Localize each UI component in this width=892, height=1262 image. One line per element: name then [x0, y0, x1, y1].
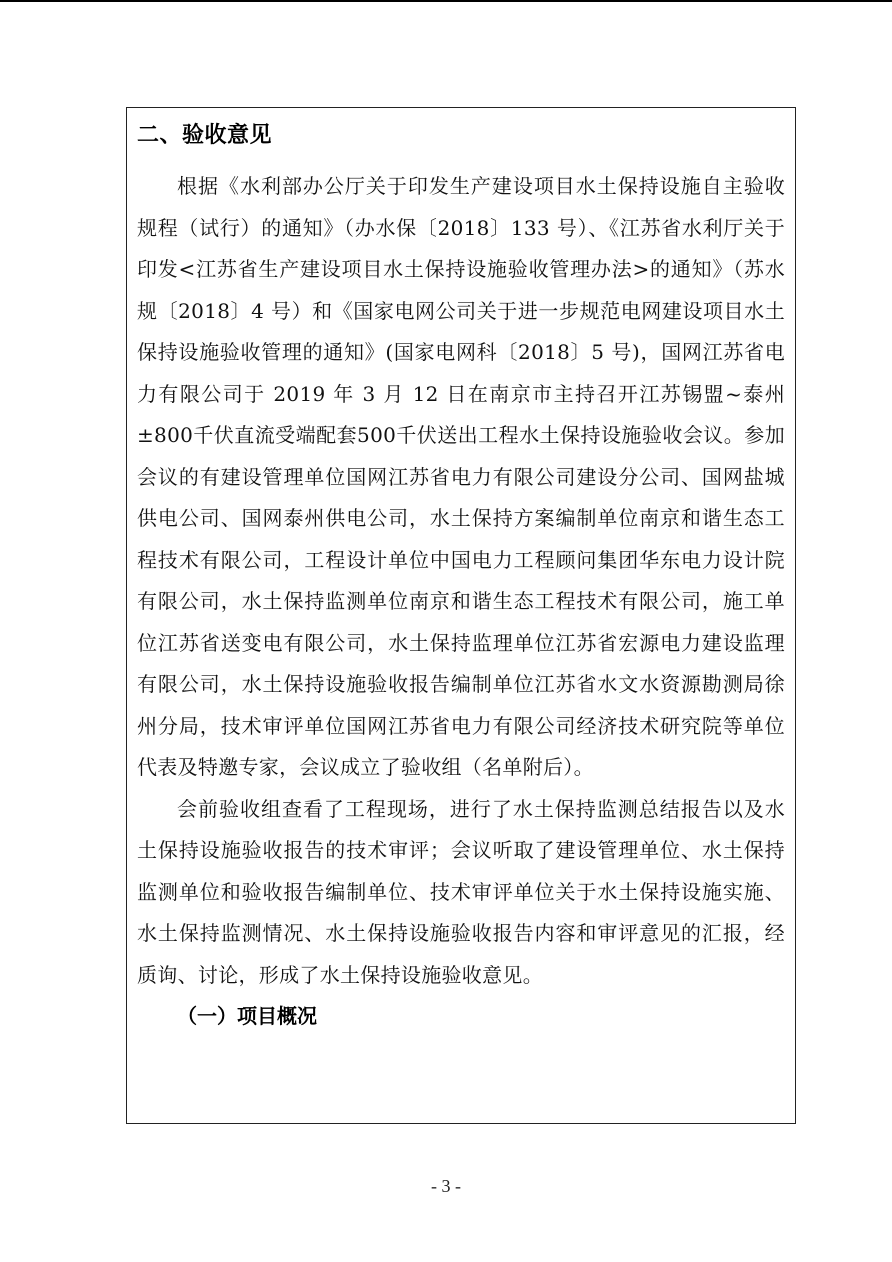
top-border-line — [0, 0, 892, 2]
paragraph-meeting-process: 会前验收组查看了工程现场，进行了水土保持监测总结报告以及水土保持设施验收报告的技术审评；会议听取了建设管理单位、水土保持监测单位和验收报告编制单位、技术审评单位关于水土保持设施实施、水土保持监测情况、水土保持设施验收报告内容和审评意见的汇报，经质询、讨论，形成了水土保持设施验收意见。 — [137, 796, 785, 987]
page-number: - 3 - — [431, 1176, 461, 1196]
paragraph-acceptance-basis: 根据《水利部办公厅关于印发生产建设项目水土保持设施自主验收规程（试行）的通知》（办水保〔2018〕133 号）、《江苏省水利厅关于印发<江苏省生产建设项目水土保持设施验收管理办法>的通知》（苏水规〔2018〕4 号）和《国家电网公司关于进一步规范电网建设项目水土保持设施验收管理的通知》(国家电网科〔2018〕5 号)，国网江苏省电力有限公司于 2019 年 3 月 12 日在南京市主持召开江苏锡盟~泰州±800千伏直流受端配套500千伏送出工程水土保持设施验收会议。参加会议的有建设管理单位国网江苏省电力有限公司建设分公司、国网盐城供电公司、国网泰州供电公司，水土保持方案编制单位南京和谐生态工程技术有限公司，工程设计单位中国电力工程顾问集团华东电力设计院有限公司，水土保持监测单位南京和谐生态工程技术有限公司，施工单位江苏省送变电有限公司，水土保持监理单位江苏省宏源电力建设监理有限公司，水土保持设施验收报告编制单位江苏省水文水资源勘测局徐州分局，技术审评单位国网江苏省电力有限公司经济技术研究院等单位代表及特邀专家，会议成立了验收组（名单附后）。 — [137, 174, 785, 779]
document-frame — [126, 107, 796, 1124]
document-content — [137, 120, 785, 1036]
section-title: 二、验收意见 — [137, 123, 273, 148]
subsection-title: （一）项目概况 — [177, 1004, 317, 1028]
